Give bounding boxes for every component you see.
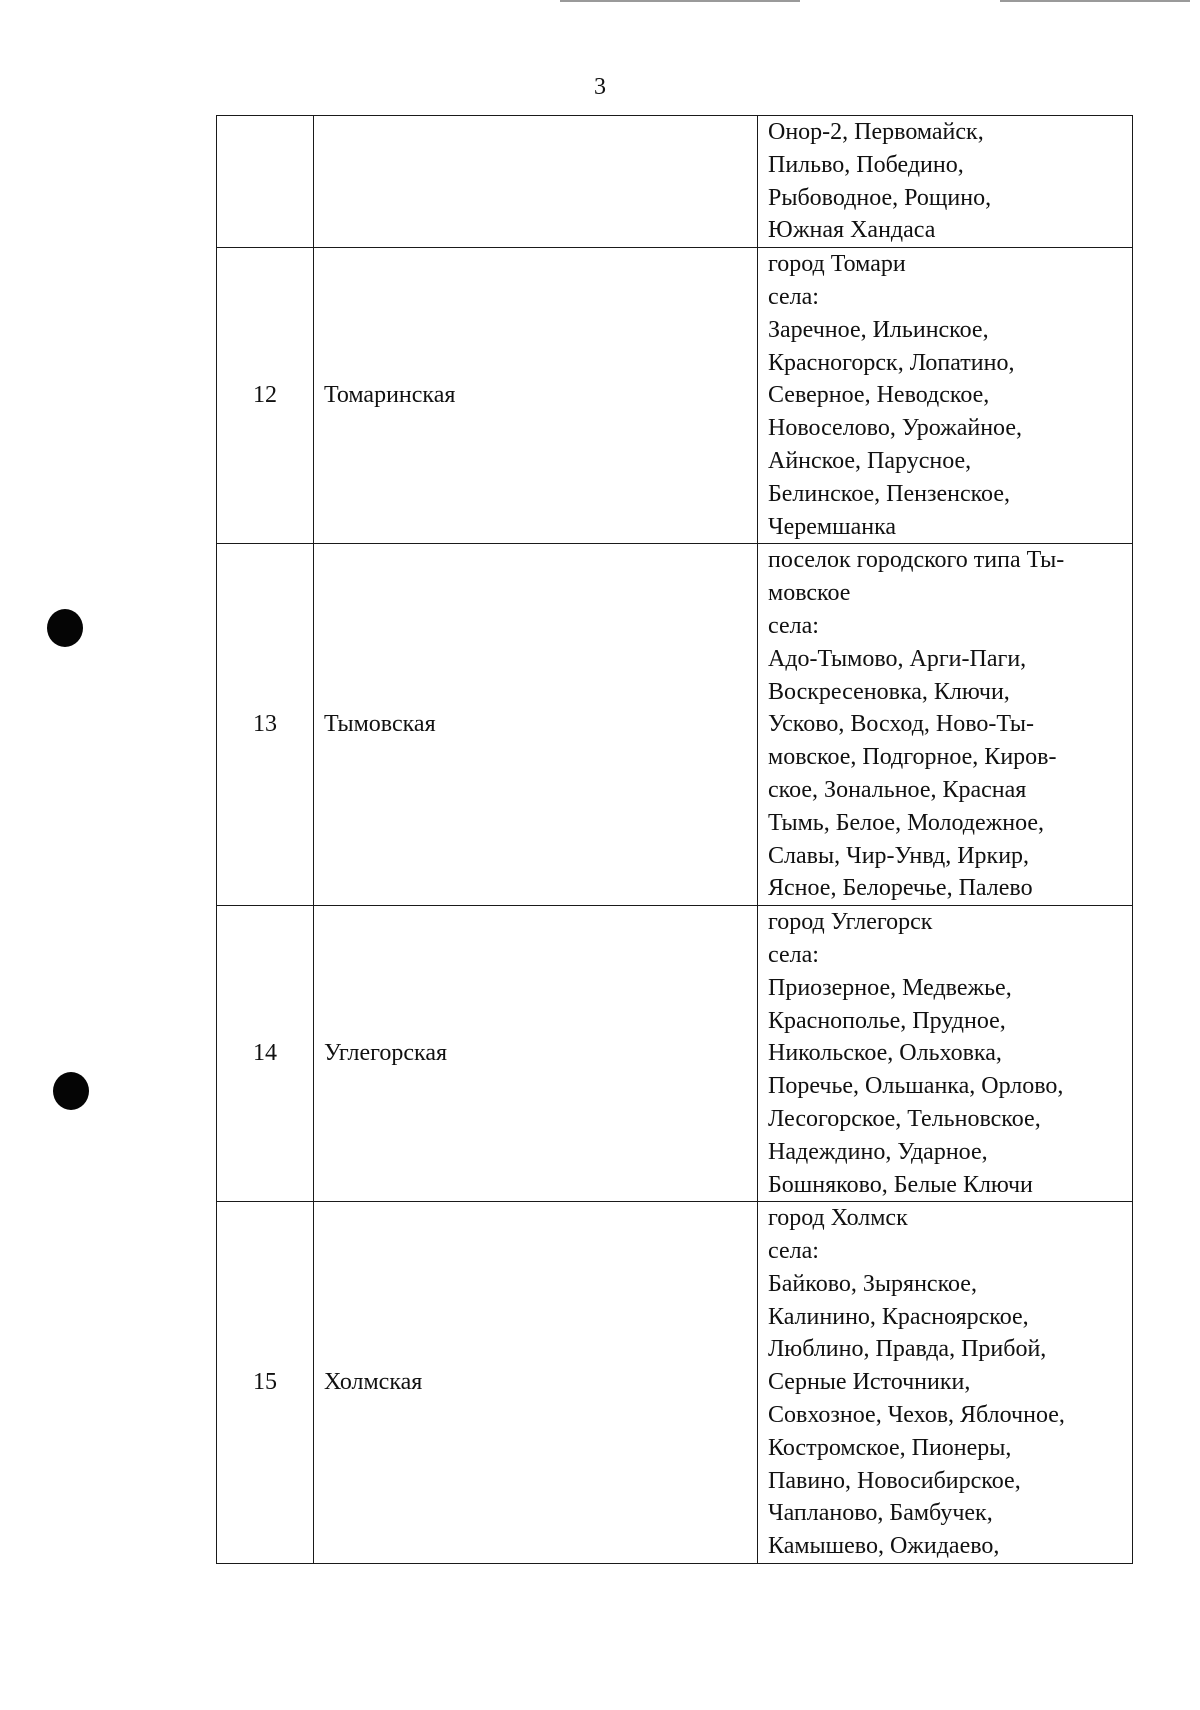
settlements-line: Бошняково, Белые Ключи xyxy=(768,1171,1033,1198)
settlements-line: ское, Зональное, Красная xyxy=(768,776,1027,803)
settlements-line: села: xyxy=(768,1238,819,1265)
settlements-line: Ясное, Белоречье, Палево xyxy=(768,875,1033,902)
settlements-line: Тымь, Белое, Молодежное, xyxy=(768,809,1045,836)
settlements-line: Красногорск, Лопатино, xyxy=(768,349,1015,376)
settlements-line: Новоселово, Урожайное, xyxy=(768,415,1022,442)
table-row xyxy=(217,116,1133,248)
settlements-cell xyxy=(758,116,1133,248)
table-body xyxy=(217,116,1133,1564)
table-row xyxy=(217,544,1133,906)
district-name: Углегорская xyxy=(314,906,758,1202)
settlements-line: Южная Хандаса xyxy=(768,217,936,244)
district-name: Холмская xyxy=(314,1202,758,1564)
settlements-line: Костромское, Пионеры, xyxy=(768,1434,1012,1461)
settlements-line: Адо-Тымово, Арги-Паги, xyxy=(768,645,1027,672)
settlements-cell xyxy=(758,248,1133,544)
settlements-line: Поречье, Ольшанка, Орлово, xyxy=(768,1073,1064,1100)
district-name: Тымовская xyxy=(314,544,758,906)
row-number xyxy=(217,116,314,248)
settlements-line: город Углегорск xyxy=(768,909,933,936)
settlements-line: Белинское, Пензенское, xyxy=(768,480,1010,507)
settlements-line: Лесогорское, Тельновское, xyxy=(768,1105,1041,1132)
punch-hole xyxy=(53,1072,89,1110)
settlements-line: Приозерное, Медвежье, xyxy=(768,974,1012,1001)
settlements-line: Байково, Зырянское, xyxy=(768,1270,977,1297)
settlements-line: город Холмск xyxy=(768,1205,908,1232)
settlements-line: мовское, Подгорное, Киров- xyxy=(768,744,1057,771)
settlements-line: Заречное, Ильинское, xyxy=(768,316,989,343)
settlements-cell xyxy=(758,544,1133,906)
settlements-line: Калинино, Красноярское, xyxy=(768,1303,1029,1330)
settlements-line: Люблино, Правда, Прибой, xyxy=(768,1336,1047,1363)
settlements-cell xyxy=(758,1202,1133,1564)
scan-artifact-line xyxy=(560,0,800,2)
settlements-line: Серные Источники, xyxy=(768,1369,971,1396)
row-number: 12 xyxy=(217,248,314,544)
settlements-cell xyxy=(758,906,1133,1202)
row-number: 13 xyxy=(217,544,314,906)
settlements-line: Рыбоводное, Рощино, xyxy=(768,184,992,211)
settlements-line: Краснополье, Прудное, xyxy=(768,1007,1006,1034)
settlements-line: села: xyxy=(768,612,819,639)
settlements-line: села: xyxy=(768,283,819,310)
district-name xyxy=(314,116,758,248)
settlements-line: Совхозное, Чехов, Яблочное, xyxy=(768,1402,1065,1429)
settlements-line: Черемшанка xyxy=(768,513,897,540)
settlements-line: Айнское, Парусное, xyxy=(768,447,972,474)
settlements-line: Воскресеновка, Ключи, xyxy=(768,678,1010,705)
settlements-line: Павино, Новосибирское, xyxy=(768,1467,1021,1494)
settlements-line: Усково, Восход, Ново-Ты- xyxy=(768,711,1034,738)
row-number: 15 xyxy=(217,1202,314,1564)
settlements-line: Славы, Чир-Унвд, Иркир, xyxy=(768,842,1030,869)
settlements-line: села: xyxy=(768,941,819,968)
districts-table xyxy=(216,115,1133,1564)
settlements-line: Надеждино, Ударное, xyxy=(768,1138,988,1165)
settlements-line: мовское xyxy=(768,580,851,607)
district-name: Томаринская xyxy=(314,248,758,544)
table-row xyxy=(217,248,1133,544)
settlements-line: Северное, Неводское, xyxy=(768,382,990,409)
punch-hole xyxy=(47,609,83,647)
settlements-line: поселок городского типа Ты- xyxy=(768,547,1065,574)
settlements-line: Онор-2, Первомайск, xyxy=(768,119,984,145)
scan-artifact-line xyxy=(1000,0,1190,2)
table-row xyxy=(217,906,1133,1202)
settlements-line: Никольское, Ольховка, xyxy=(768,1040,1002,1067)
settlements-line: Пильво, Победино, xyxy=(768,151,964,178)
settlements-line: Камышево, Ожидаево, xyxy=(768,1533,1000,1560)
table-row xyxy=(217,1202,1133,1564)
settlements-line: Чапланово, Бамбучек, xyxy=(768,1500,993,1527)
settlements-line: город Томари xyxy=(768,251,906,278)
row-number: 14 xyxy=(217,906,314,1202)
page-number: 3 xyxy=(594,74,606,100)
